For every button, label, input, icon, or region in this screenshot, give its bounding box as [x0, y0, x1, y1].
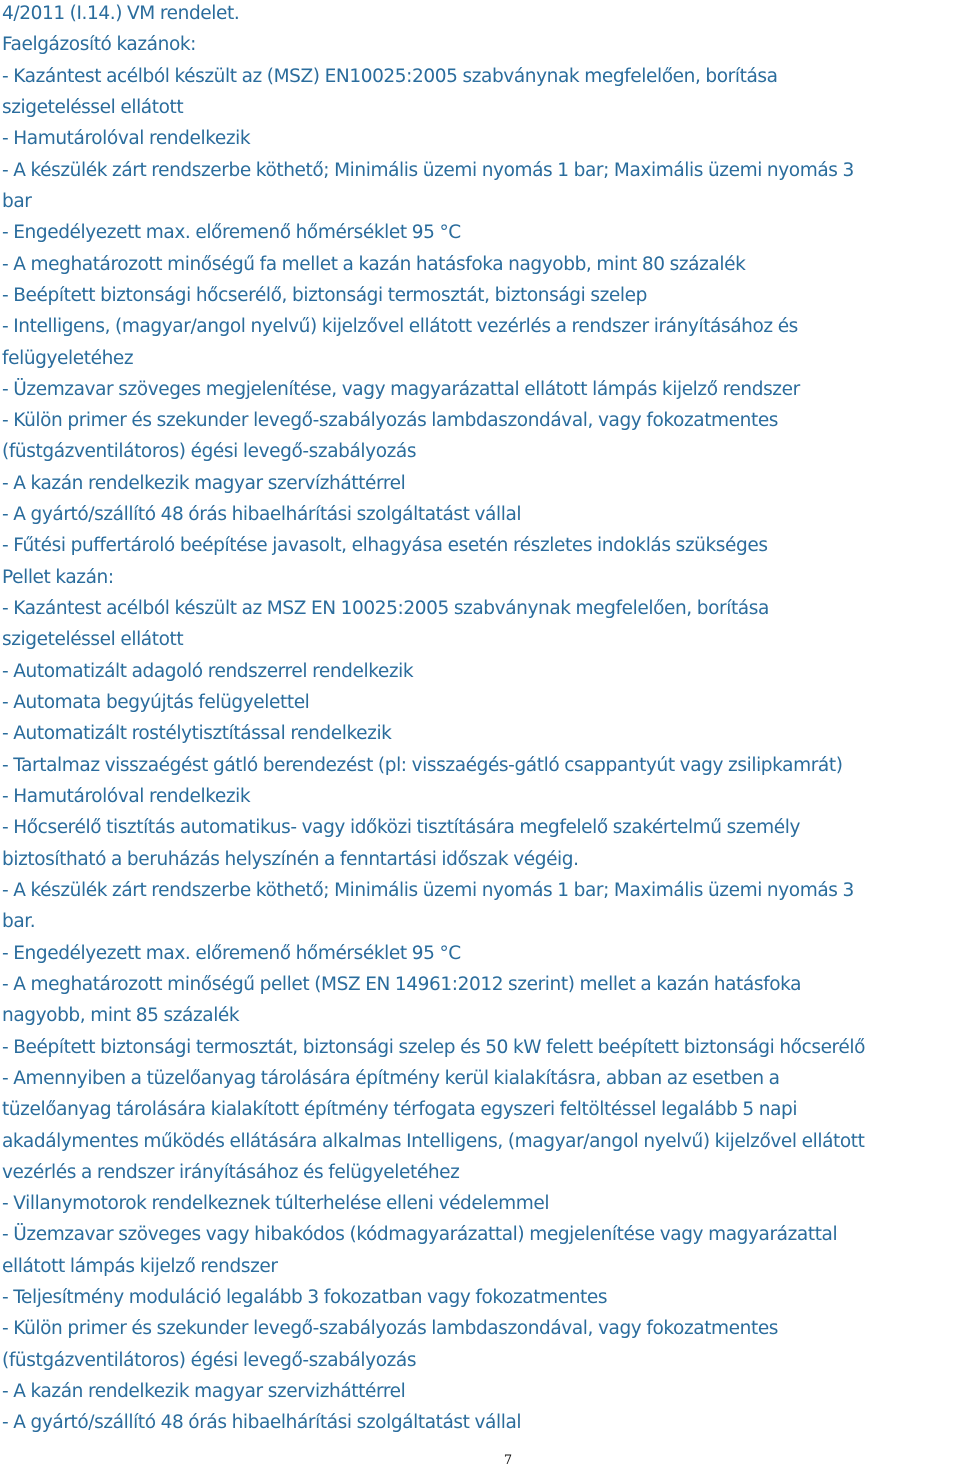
- text-line: - Beépített biztonsági hőcserélő, biztonsági termosztát, biztonsági szelep: [2, 284, 647, 306]
- text-line: (füstgázventilátoros) égési levegő-szabályozás: [2, 1349, 417, 1371]
- text-line: - Kazántest acélból készült az (MSZ) EN10025:2005 szabványnak megfelelően, borítása: [2, 65, 778, 87]
- text-line: - Teljesítmény moduláció legalább 3 fokozatban vagy fokozatmentes: [2, 1287, 608, 1309]
- text-line: akadálymentes működés ellátására alkalmas Intelligens, (magyar/angol nyelvű) kijelzővel ellátott: [2, 1130, 865, 1152]
- text-line: - Hamutárolóval rendelkezik: [2, 786, 251, 807]
- text-line: - A kazán rendelkezik magyar szervízháttérrel: [2, 472, 406, 494]
- text-line: - Fűtési puffertároló beépítése javasolt, elhagyása esetén részletes indoklás szükséges: [2, 535, 768, 557]
- text-line: bar.: [2, 911, 36, 933]
- text-line: szigeteléssel ellátott: [2, 96, 184, 118]
- text-line: 4/2011 (I.14.) VM rendelet.: [2, 3, 240, 24]
- text-line: - Intelligens, (magyar/angol nyelvű) kijelzővel ellátott vezérlés a rendszer irányításához és: [2, 316, 798, 338]
- text-line: - Villanymotorok rendelkeznek túlterhelése elleni védelemmel: [2, 1193, 550, 1215]
- text-line: - A gyártó/szállító 48 órás hibaelhárítási szolgáltatást vállal: [2, 1412, 522, 1434]
- text-line: Faelgázosító kazánok:: [2, 34, 197, 56]
- text-line: - Tartalmaz visszaégést gátló berendezést (pl: visszaégés-gátló csappantyút vagy zsilipkamrát): [2, 754, 843, 776]
- text-line: (füstgázventilátoros) égési levegő-szabályozás: [2, 441, 417, 463]
- text-line: - A meghatározott minőségű fa mellet a kazán hatásfoka nagyobb, mint 80 százalék: [2, 253, 746, 275]
- text-line: - A készülék zárt rendszerbe köthető; Minimális üzemi nyomás 1 bar; Maximális üzemi nyomás 3: [2, 159, 854, 181]
- text-line: - Amennyiben a tüzelőanyag tárolására építmény kerül kialakításra, abban az esetben a: [2, 1067, 780, 1089]
- text-line: - Engedélyezett max. előremenő hőmérséklet 95 °C: [2, 222, 461, 244]
- text-line: - A meghatározott minőségű pellet (MSZ EN 14961:2012 szerint) mellet a kazán hatásfoka: [2, 973, 802, 995]
- text-line: ellátott lámpás kijelző rendszer: [2, 1255, 278, 1277]
- text-line: - Beépített biztonsági termosztát, biztonsági szelep és 50 kW felett beépített biztonsági hőcserélő: [2, 1036, 865, 1058]
- text-line: - Hamutárolóval rendelkezik: [2, 128, 251, 150]
- text-line: - Engedélyezett max. előremenő hőmérséklet 95 °C: [2, 942, 461, 964]
- text-line: - A készülék zárt rendszerbe köthető; Minimális üzemi nyomás 1 bar; Maximális üzemi nyomás 3: [2, 879, 854, 901]
- text-line: - Üzemzavar szöveges megjelenítése, vagy magyarázattal ellátott lámpás kijelző rendszer: [2, 378, 800, 400]
- text-line: - A gyártó/szállító 48 órás hibaelhárítási szolgáltatást vállal: [2, 504, 522, 526]
- text-line: - A kazán rendelkezik magyar szervizháttérrel: [2, 1381, 406, 1403]
- text-line: nagyobb, mint 85 százalék: [2, 1005, 240, 1027]
- text-line: bar: [2, 190, 32, 212]
- text-line: vezérlés a rendszer irányításához és felügyeletéhez: [2, 1161, 460, 1183]
- text-line: Pellet kazán:: [2, 566, 114, 588]
- text-line: - Kazántest acélból készült az MSZ EN 10025:2005 szabványnak megfelelően, borítása: [2, 598, 769, 620]
- text-line: - Automatizált adagoló rendszerrel rendelkezik: [2, 660, 414, 682]
- text-line: tüzelőanyag tárolására kialakított építmény térfogata egyszeri feltöltéssel legalább 5 napi: [2, 1099, 798, 1121]
- text-line: szigeteléssel ellátott: [2, 629, 184, 651]
- text-line: - Külön primer és szekunder levegő-szabályozás lambdaszondával, vagy fokozatmentes: [2, 1318, 779, 1340]
- text-line: biztosítható a beruházás helyszínén a fenntartási időszak végéig.: [2, 848, 579, 870]
- page-number: 7: [503, 1453, 513, 1468]
- text-line: - Üzemzavar szöveges vagy hibakódos (kódmagyarázattal) megjelenítése vagy magyarázattal: [2, 1224, 838, 1246]
- text-line: - Automata begyújtás felügyelettel: [2, 692, 310, 714]
- text-line: - Automatizált rostélytisztítással rendelkezik: [2, 723, 392, 745]
- text-line: - Külön primer és szekunder levegő-szabályozás lambdaszondával, vagy fokozatmentes: [2, 410, 779, 432]
- text-line: - Hőcserélő tisztítás automatikus- vagy időközi tisztítására megfelelő szakértelmű személy: [2, 817, 801, 839]
- text-line: felügyeletéhez: [2, 347, 134, 369]
